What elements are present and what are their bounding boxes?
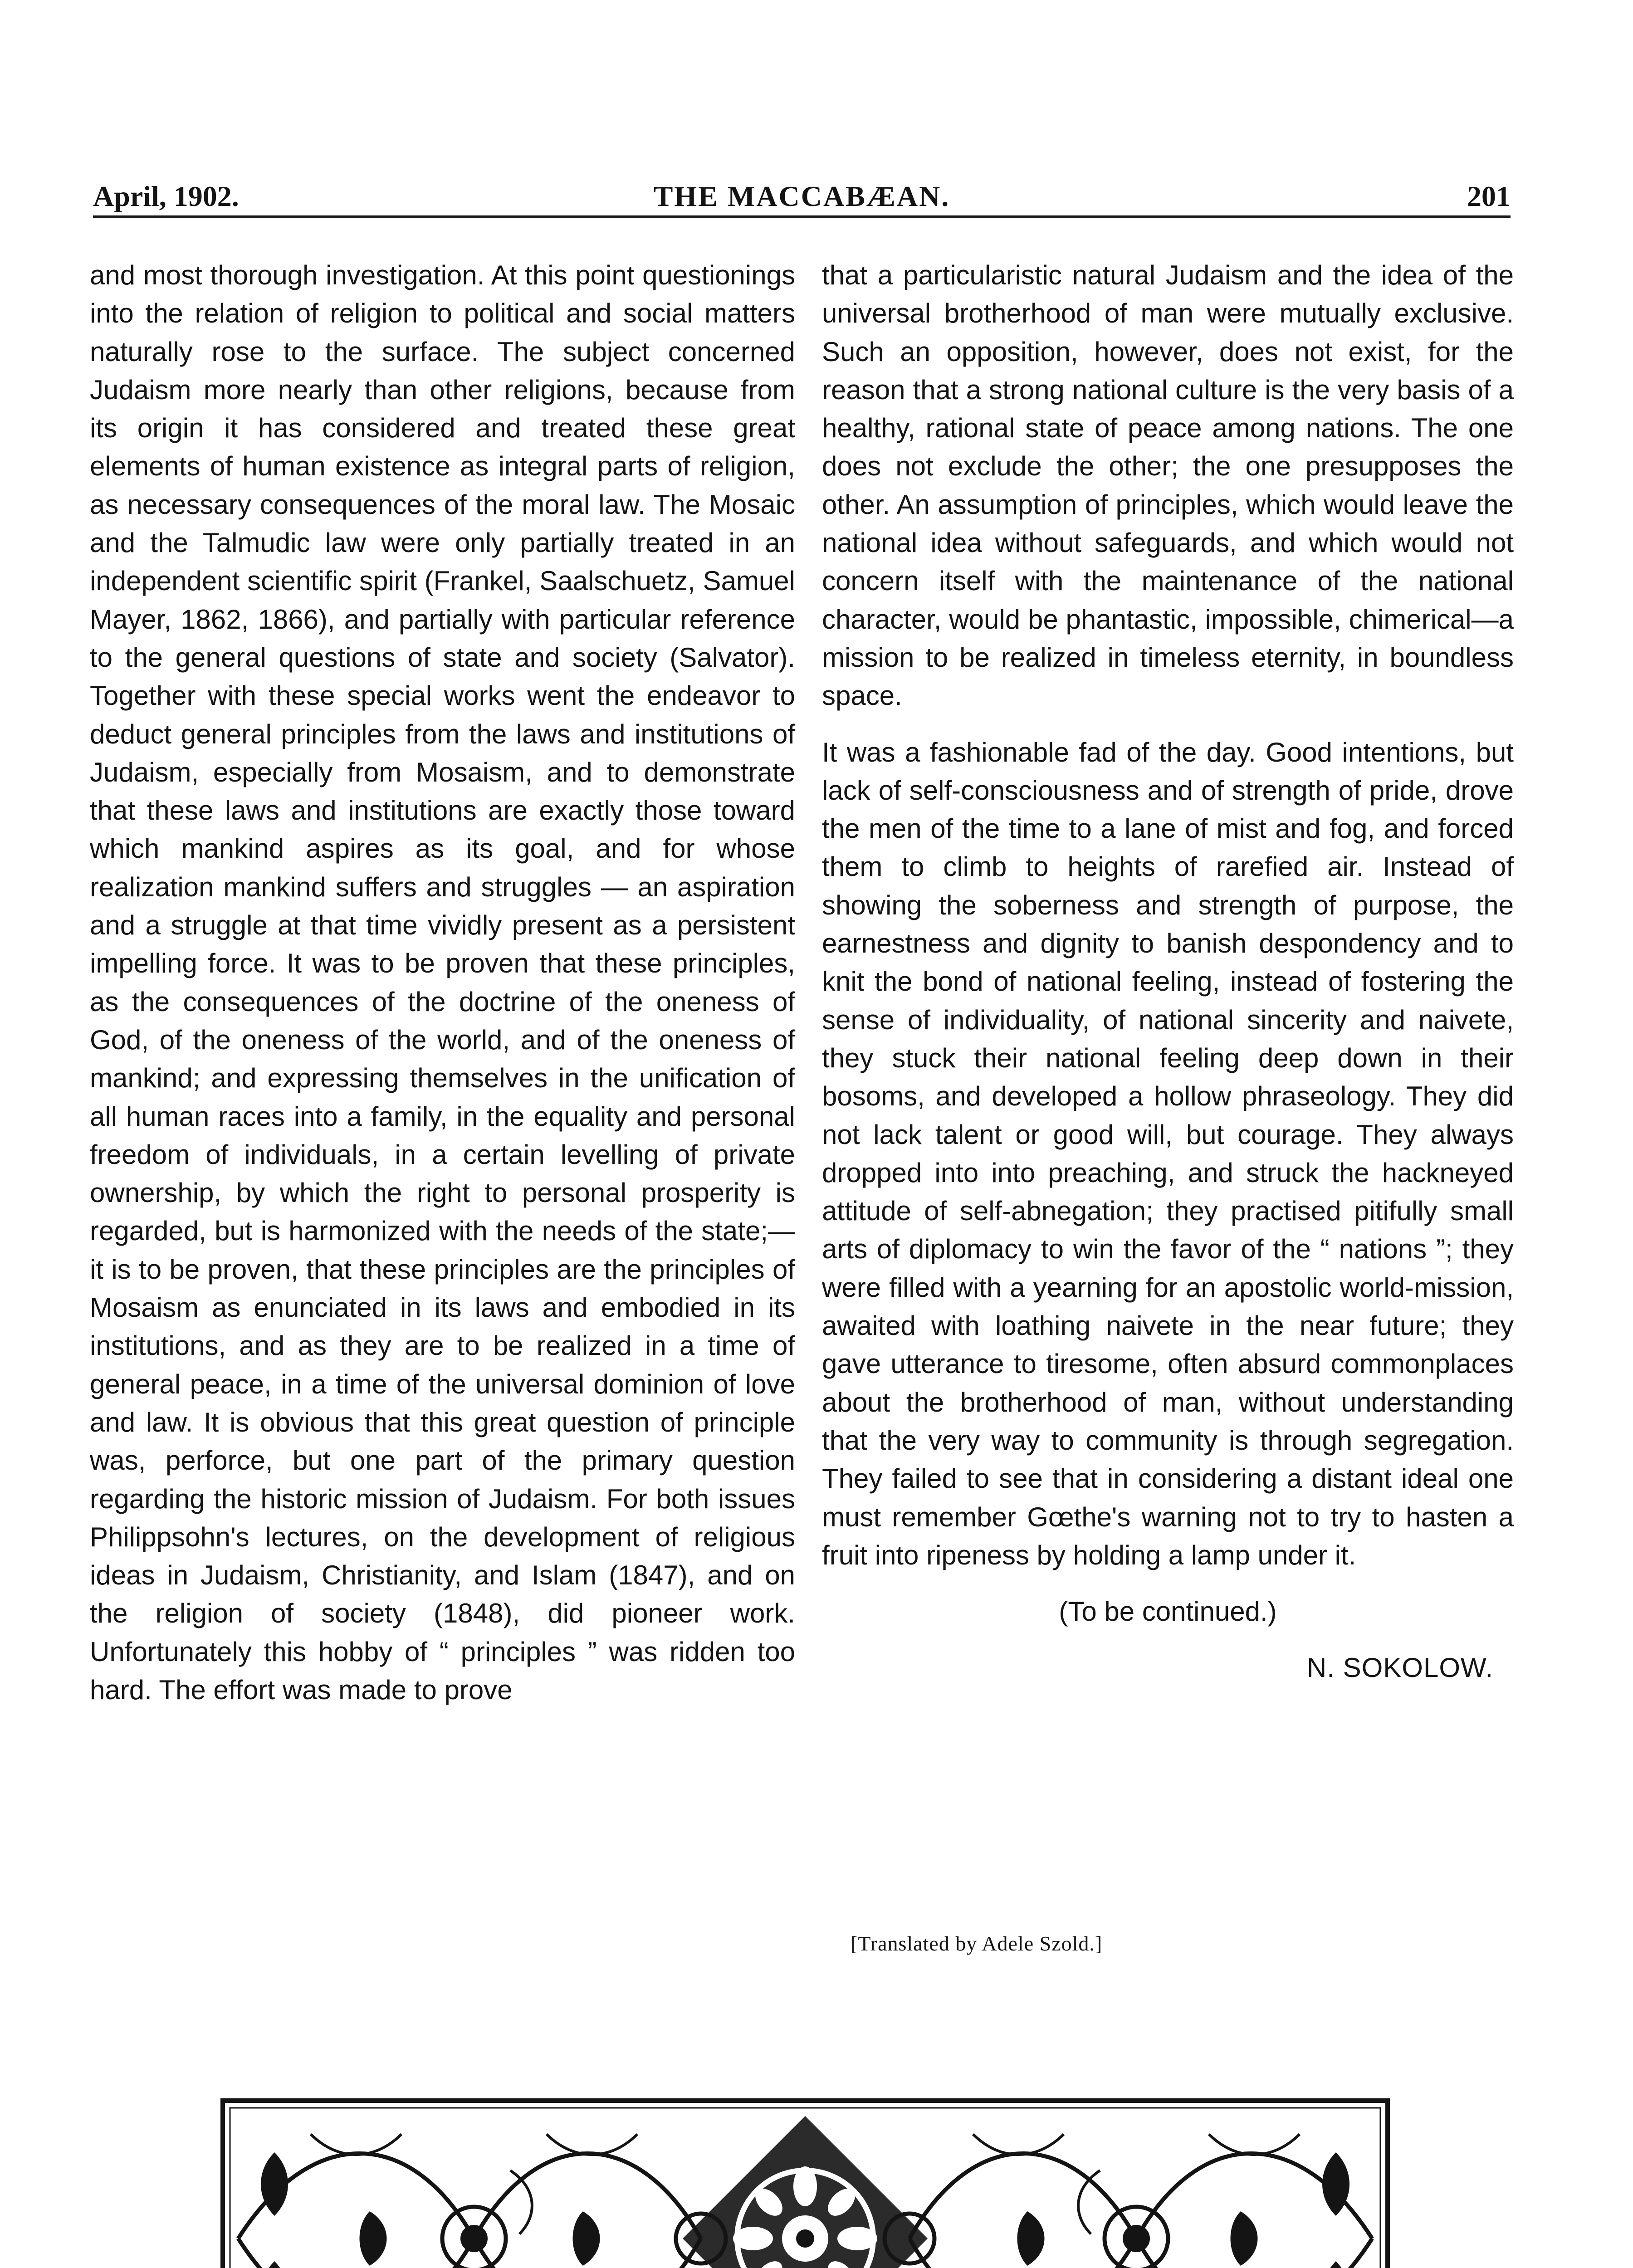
right-column (822, 256, 1514, 1687)
right-column-paragraph-1: that a particularistic natural Judaism and the idea of the universal brotherhood of man were mutually exclusive. Such an opposition, however, does not exist, for the reason that a strong national culture is the very basis of a healthy, rational state of peace among nations. The one does not exclude the other; the one presupposes the other. An assumption of principles, which would leave the national idea without safeguards, and which would not concern itself with the maintenance of the national character, would be phantastic, impossible, chimerical—a mission to be realized in timeless eternity, in boundless space. (822, 260, 1514, 711)
right-column-paragraph-2: It was a fashionable fad of the day. Good intentions, but lack of self-consciousness and of strength of pride, drove the men of the time to a lane of mist and fog, and forced them to climb to heights of rarefied air. Instead of showing the soberness and strength of purpose, the earnestness and dignity to banish despondency and to knit the bond of national feeling, instead of fostering the sense of individuality, of national sincerity and naivete, they stuck their national feeling deep down in their bosoms, and developed a hollow phraseology. They did not lack talent or good will, but courage. They always dropped into into preaching, and struck the hackneyed attitude of self-abnegation; they practised pitifully small arts of diplomacy to win the favor of the “ nations ”; they were filled with a yearning for an apostolic world-mission, awaited with loathing naivete in the near future; they gave utterance to tiresome, often absurd commonplaces about the brotherhood of man, without understanding that the very way to community is through segregation. They failed to see that in considering a distant ideal one must remember Gœthe's warning not to try to hasten a fruit into ripeness by holding a lamp under it. (822, 737, 1514, 1570)
issue-date: April, 1902. (93, 180, 239, 212)
running-header (93, 175, 1511, 218)
author-signature: N. SOKOLOW. (1306, 1652, 1493, 1683)
page-number: 201 (1467, 180, 1511, 212)
left-column-paragraph: and most thorough investigation. At this point questionings into the relation of religion to political and social matters naturally rose to the surface. The subject concerned Judaism more nearly than other religions, because from its origin it has considered and treated these great elements of human existence as integral parts of religion, as necessary consequences of the moral law. The Mosaic and the Talmudic law were only partially treated in an independent scientific spirit (Frankel, Saalschuetz, Samuel Mayer, 1862, 1866), and partially with particular reference to the general questions of state and society (Salvator). Together with these special works went the endeavor to deduct general principles from the laws and institutions of Judaism, especially from Mosaism, and to demonstrate that these laws and institutions are exactly those toward which mankind aspires as its goal, and for whose realization mankind suffers and struggles — an aspiration and a struggle at that time vividly present as a persistent impelling force. It was to be proven that these principles, as the consequences of the doctrine of the oneness of God, of the oneness of the world, and of the oneness of mankind; and expressing themselves in the unification of all human races into a family, in the equality and personal freedom of individuals, in a certain levelling of private ownership, by which the right to personal prosperity is regarded, but is harmonized with the needs of the state;—it is to be proven, that these principles are the principles of Mosaism as enunciated in its laws and embodied in its institutions, and as they are to be realized in a time of general peace, in a time of the universal dominion of love and law. It is obvious that this great question of principle was, perforce, but one part of the primary question regarding the historic mission of Judaism. For both issues Philippsohn's lectures, on the development of religious ideas in Judaism, Christianity, and Islam (1847), and on the religion of society (1848), did pioneer work. Unfortunately this hobby of “ principles ” was ridden too hard. The effort was made to prove (90, 260, 795, 1705)
left-column (90, 256, 795, 1709)
floral-arabesque-ornament (220, 2098, 1390, 2268)
journal-title: THE MACCABÆAN. (653, 180, 950, 212)
header-rule (93, 215, 1511, 218)
to-be-continued: (To be continued.) (1059, 1596, 1277, 1627)
translator-note: [Translated by Adele Szold.] (851, 1932, 1103, 1955)
